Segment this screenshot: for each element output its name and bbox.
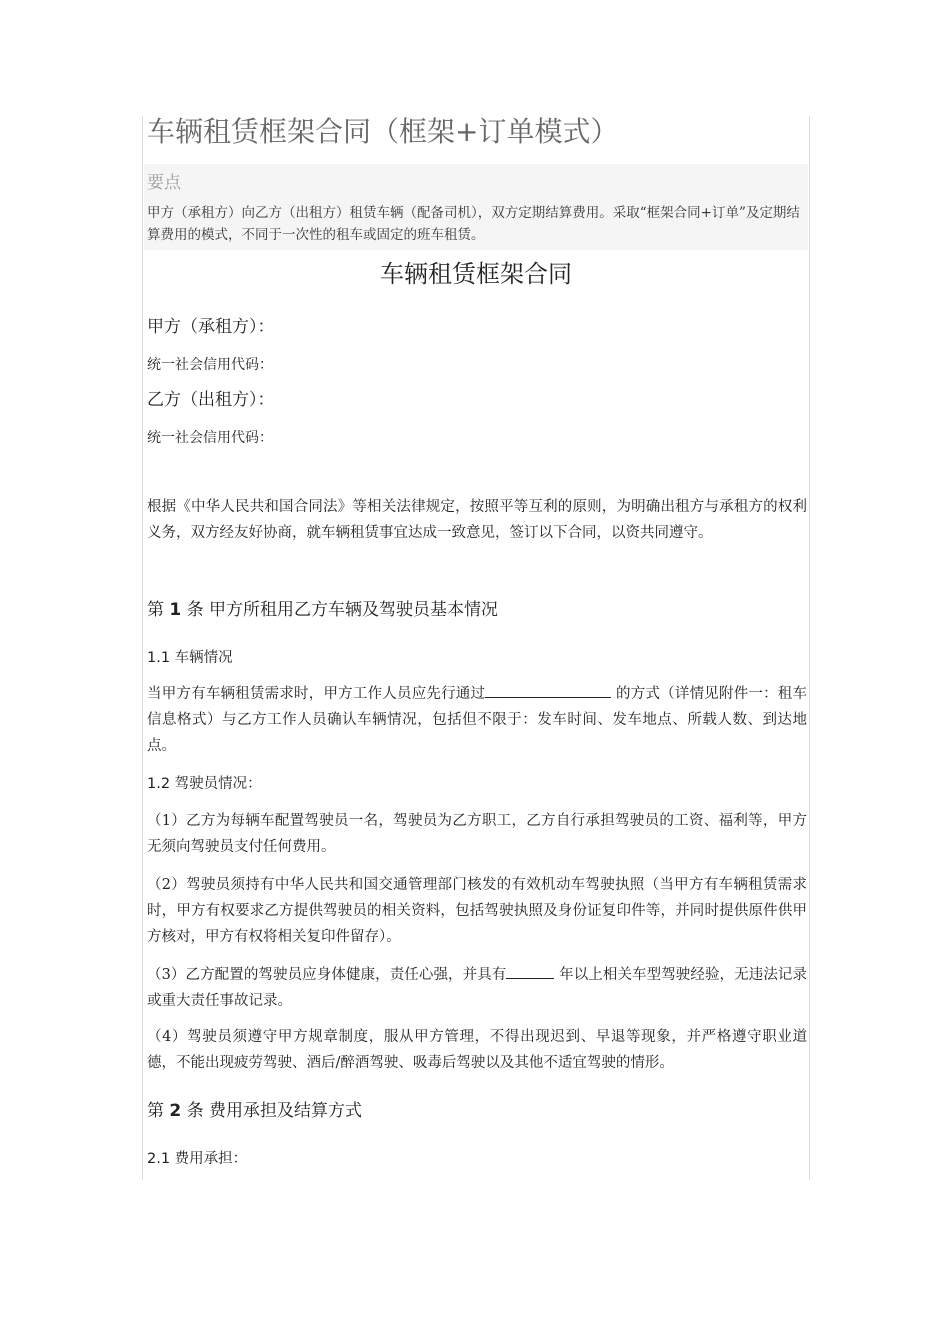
summary-text: 甲方（承租方）向乙方（出租方）租赁车辆（配备司机），双方定期结算费用。采取“框架合同+订单”及定期结算费用的模式，不同于一次性的租车或固定的班车租赁。	[147, 205, 800, 243]
section-2-1-title: 2.1 费用承担：	[147, 1151, 248, 1167]
article-2-heading	[147, 1096, 362, 1121]
article-1-title: 条 甲方所租用乙方车辆及驾驶员基本情况	[186, 600, 499, 620]
summary-box	[144, 164, 808, 250]
summary-label: 要点	[147, 173, 181, 193]
article-2-number: 2	[169, 1101, 182, 1121]
driver-item-1: （1）乙方为每辆车配置驾驶员一名，驾驶员为乙方职工，乙方自行承担驾驶员的工资、福利等，甲方无须向驾驶员支付任何费用。	[147, 813, 807, 855]
section-1-1-text	[147, 681, 807, 759]
article-1-heading	[147, 595, 498, 620]
party-a-credit-code: 统一社会信用代码：	[147, 357, 273, 373]
party-b-label: 乙方（出租方）：	[147, 390, 275, 410]
article-1-prefix: 第	[147, 600, 164, 620]
document-heading: 车辆租赁框架合同（框架+订单模式）	[147, 115, 619, 148]
driver-item-3-a: （3）乙方配置的驾驶员应身体健康，责任心强，并具有	[147, 967, 507, 983]
contract-title: 车辆租赁框架合同	[380, 260, 572, 288]
party-a-label: 甲方（承租方）：	[147, 317, 275, 337]
article-2-title: 条 费用承担及结算方式	[186, 1101, 363, 1121]
fill-blank-method	[485, 682, 611, 698]
driver-item-4: （4）驾驶员须遵守甲方规章制度，服从甲方管理，不得出现迟到、早退等现象，并严格遵守职业道德，不能出现疲劳驾驶、酒后/醉酒驾驶、吸毒后驾驶以及其他不适宜驾驶的情形。	[147, 1029, 807, 1071]
preamble-paragraph: 根据《中华人民共和国合同法》等相关法律规定，按照平等互利的原则，为明确出租方与承租方的权利义务，双方经友好协商，就车辆租赁事宜达成一致意见，签订以下合同，以资共同遵守。	[147, 499, 807, 541]
fill-blank-years	[506, 963, 554, 979]
article-2-prefix: 第	[147, 1101, 164, 1121]
party-b-credit-code: 统一社会信用代码：	[147, 430, 273, 446]
document-page	[142, 116, 810, 1180]
section-1-2-title: 1.2 驾驶员情况：	[147, 776, 262, 792]
driver-item-2: （2）驾驶员须持有中华人民共和国交通管理部门核发的有效机动车驾驶执照（当甲方有车辆租赁需求时，甲方有权要求乙方提供驾驶员的相关资料，包括驾驶执照及身份证复印件等，并同时提供原件供甲方核对，甲方有权将相关复印件留存）。	[147, 877, 807, 945]
driver-item-3-b: 年以上相关车型驾驶经验，无违法记录或重大责任事故记录。	[147, 967, 807, 1009]
section-1-1-text-b: 的方式（详情见附件一：租车信息格式）与乙方工作人员确认车辆情况，包括但不限于：发车时间、发车地点、所载人数、到达地点。	[147, 686, 808, 754]
section-1-1-title: 1.1 车辆情况	[147, 650, 233, 666]
driver-item-3	[147, 962, 807, 1014]
section-1-1-text-a: 当甲方有车辆租赁需求时，甲方工作人员应先行通过	[147, 686, 486, 702]
article-1-number: 1	[169, 600, 182, 620]
